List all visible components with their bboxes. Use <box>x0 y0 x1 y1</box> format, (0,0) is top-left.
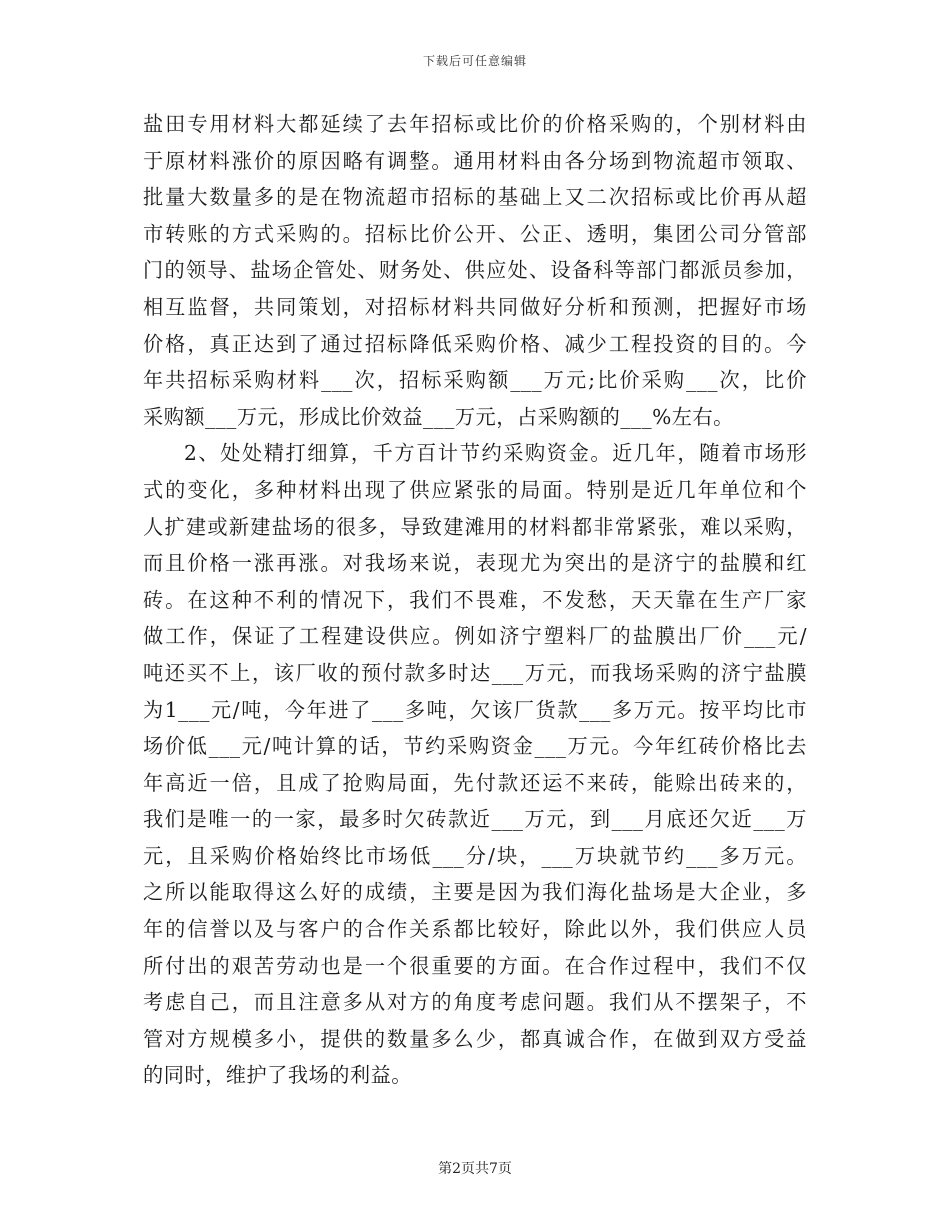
paragraph-2 <box>143 435 807 1094</box>
text-line: 式的变化，多种材料出现了供应紧张的局面。特别是近几年单位和个 <box>143 477 807 502</box>
text-line: 而且价格一涨再涨。对我场来说，表现尤为突出的是济宁的盐膜和红 <box>143 551 807 576</box>
text-line: 所付出的艰苦劳动也是一个很重要的方面。在合作过程中，我们不仅 <box>143 953 807 978</box>
text-line: 批量大数量多的是在物流超市招标的基础上又二次招标或比价再从超 <box>143 185 807 210</box>
text-line: 于原材料涨价的原因略有调整。通用材料由各分场到物流超市领取、 <box>143 148 807 173</box>
text-line: 为1___元/吨，今年进了___多吨，欠该厂货款___多万元。按平均比市 <box>143 697 807 722</box>
text-line: 砖。在这种不利的情况下，我们不畏难，不发愁，天天靠在生产厂家 <box>143 587 807 612</box>
text-line: 做工作，保证了工程建设供应。例如济宁塑料厂的盐膜出厂价___元/ <box>143 624 807 649</box>
text-line: 年的信誉以及与客户的合作关系都比较好，除此以外，我们供应人员 <box>143 917 807 942</box>
text-line: 盐田专用材料大都延续了去年招标或比价的价格采购的，个别材料由 <box>143 112 807 136</box>
page-header: 下载后可任意编辑 <box>422 54 527 68</box>
text-line: 的同时，维护了我场的利益。 <box>143 1063 412 1088</box>
text-line: 年共招标采购材料___次，招标采购额___万元;比价采购___次，比价 <box>143 368 807 393</box>
text-line: 考虑自己，而且注意多从对方的角度考虑问题。我们从不摆架子，不 <box>143 990 807 1015</box>
text-line: 价格，真正达到了通过招标降低采购价格、减少工程投资的目的。今 <box>143 331 807 356</box>
text-line: 管对方规模多小，提供的数量多么少，都真诚合作，在做到双方受益 <box>143 1026 807 1051</box>
page-footer: 第2页共7页 <box>438 1161 512 1177</box>
text-line: 门的领导、盐场企管处、财务处、供应处、设备科等部门都派员参加， <box>143 258 807 283</box>
text-line: 吨还买不上，该厂收的预付款多时达___万元，而我场采购的济宁盐膜 <box>143 660 807 685</box>
text-line: 2、处处精打细算，千方百计节约采购资金。近几年，随着市场形 <box>184 441 807 466</box>
text-line: 市转账的方式采购的。招标比价公开、公正、透明，集团公司分管部 <box>143 221 807 246</box>
text-line: 采购额___万元，形成比价效益___万元，占采购额的___%左右。 <box>143 404 734 429</box>
text-line: 人扩建或新建盐场的很多，导致建滩用的材料都非常紧张，难以采购， <box>143 514 807 539</box>
text-line: 我们是唯一的一家，最多时欠砖款近___万元，到___月底还欠近___万 <box>143 807 807 832</box>
text-line: 元，且采购价格始终比市场低___分/块，___万块就节约___多万元。 <box>143 843 807 868</box>
paragraph-1 <box>143 106 807 435</box>
body-text <box>143 106 807 1094</box>
text-line: 年高近一倍，且成了抢购局面，先付款还运不来砖，能赊出砖来的， <box>143 770 807 795</box>
text-line: 相互监督，共同策划，对招标材料共同做好分析和预测，把握好市场 <box>143 294 807 319</box>
text-line: 场价低___元/吨计算的话，节约采购资金___万元。今年红砖价格比去 <box>143 734 807 759</box>
text-line: 之所以能取得这么好的成绩，主要是因为我们海化盐场是大企业，多 <box>143 880 807 905</box>
